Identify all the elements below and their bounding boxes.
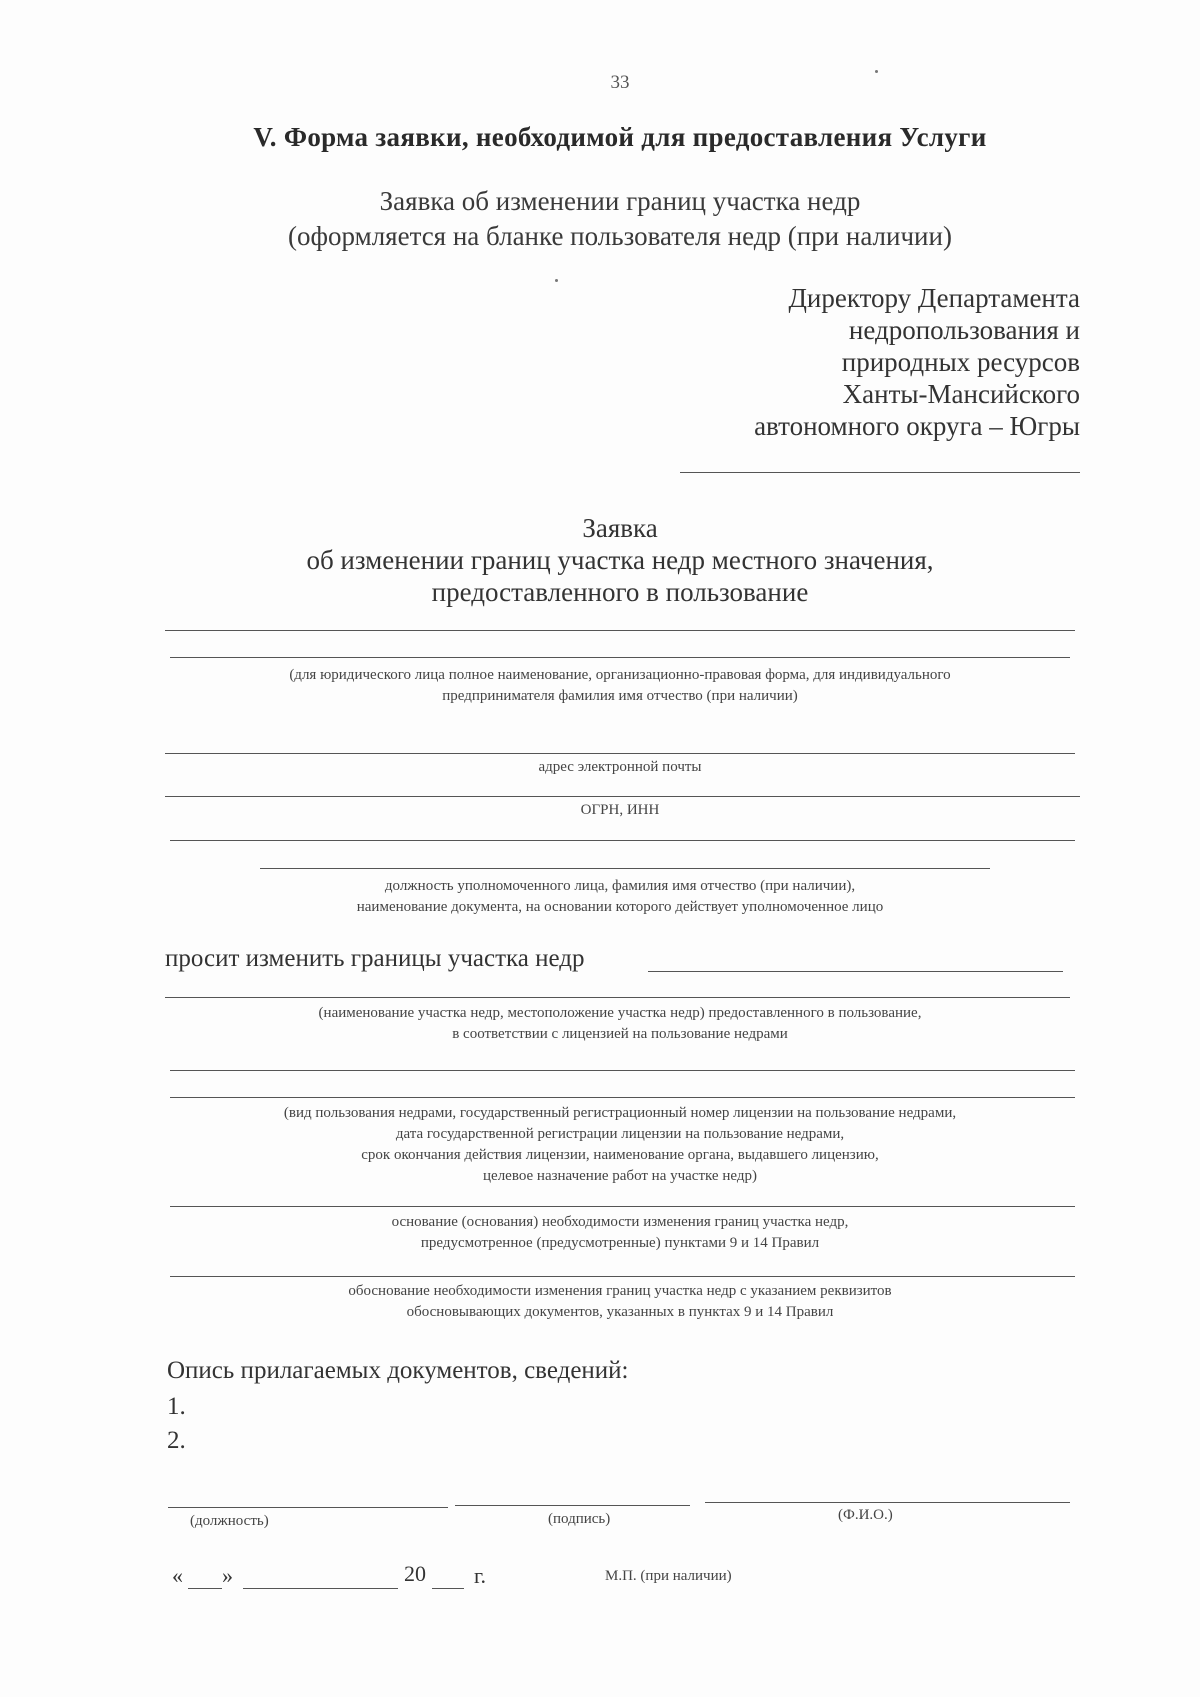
ogrn-inn-line[interactable] [165,796,1080,797]
documents-item: 1. [167,1393,186,1420]
position-caption: (должность) [190,1513,269,1529]
applicant-name-line[interactable] [165,630,1075,631]
grounds-caption [170,1212,1070,1254]
addressee-name-line[interactable] [680,472,1080,473]
name-caption: (Ф.И.О.) [838,1507,893,1523]
authorized-person-line[interactable] [170,840,1075,841]
caption-line: наименование документа, на основании которого действует уполномоченное лицо [356,899,884,915]
caption-line: обосновывающих документов, указанных в пунктах 9 и 14 Правил [406,1304,834,1320]
sign-signature-line[interactable] [455,1505,690,1506]
date-open-quote: « [172,1563,183,1588]
caption-line: (вид пользования недрами, государственный регистрационный номер лицензии на пользование недрами, [283,1105,957,1121]
request-text: просит изменить границы участка недр [165,945,585,972]
year-suffix: г. [474,1563,487,1588]
caption-line: дата государственной регистрации лицензии на пользование недрами, [395,1126,845,1142]
plot-name-line[interactable] [165,997,1070,998]
authorized-person-line[interactable] [260,868,990,869]
page-number: 33 [610,72,630,93]
documents-title: Опись прилагаемых документов, сведений: [167,1357,629,1384]
form-subtitle-line2: (оформляется на бланке пользователя недр (при наличии) [288,221,952,251]
email-caption: адрес электронной почты [538,759,702,775]
day-field[interactable] [188,1588,222,1589]
addressee-line: недропользования и [848,315,1080,345]
application-title-line: предоставленного в пользование [431,577,809,607]
applicant-name-line[interactable] [170,657,1070,658]
year-prefix: 20 [404,1561,426,1586]
position-signature-line[interactable] [168,1507,448,1508]
addressee-line: автономного округа – Югры [754,411,1080,441]
grounds-line[interactable] [170,1206,1075,1207]
scan-speck [875,70,878,73]
name-signature-line[interactable] [705,1502,1070,1503]
caption-line: основание (основания) необходимости изменения границ участка недр, [391,1214,849,1230]
license-line[interactable] [170,1097,1075,1098]
form-subtitle-line1: Заявка об изменении границ участка недр [379,186,861,216]
sign-caption: (подпись) [548,1511,611,1527]
date-close-quote: » [222,1563,233,1588]
justification-caption [170,1281,1070,1323]
application-title-line: об изменении границ участка недр местного значения, [306,545,934,575]
addressee-line: Ханты-Мансийского [842,379,1080,409]
scan-speck [555,279,558,282]
license-line[interactable] [170,1070,1075,1071]
caption-line: в соответствии с лицензией на пользование недрами [452,1026,788,1042]
section-heading: V. Форма заявки, необходимой для предоставления Услуги [253,122,987,152]
caption-line: обоснование необходимости изменения границ участка недр с указанием реквизитов [348,1283,892,1299]
caption-line: должность уполномоченного лица, фамилия имя отчество (при наличии), [384,878,856,894]
documents-item: 2. [167,1427,186,1454]
seal-caption: М.П. (при наличии) [605,1568,732,1584]
caption-line: срок окончания действия лицензии, наименование органа, выдавшего лицензию, [361,1147,879,1163]
month-field[interactable] [243,1588,398,1589]
plot-name-caption [170,1003,1070,1045]
authorized-person-caption [170,876,1070,918]
ogrn-inn-caption: ОГРН, ИНН [580,802,660,818]
email-line[interactable] [165,753,1075,754]
applicant-name-caption [120,665,1120,707]
caption-line: (наименование участка недр, местоположение участка недр) предоставленного в пользование, [318,1005,922,1021]
addressee-block [620,282,1080,442]
justification-line[interactable] [170,1276,1075,1277]
caption-line: (для юридического лица полное наименование, организационно-правовая форма, для индивидуального [289,667,951,683]
caption-line: предпринимателя фамилия имя отчество (при наличии) [442,688,798,704]
caption-line: целевое назначение работ на участке недр) [483,1168,757,1184]
year-field[interactable] [432,1588,464,1589]
addressee-line: природных ресурсов [841,347,1080,377]
license-caption [150,1103,1090,1187]
application-title [240,512,1000,608]
addressee-line: Директору Департамента [788,283,1080,313]
application-title-line: Заявка [582,513,658,543]
caption-line: предусмотренное (предусмотренные) пунктами 9 и 14 Правил [420,1235,820,1251]
plot-name-line[interactable] [648,971,1063,972]
